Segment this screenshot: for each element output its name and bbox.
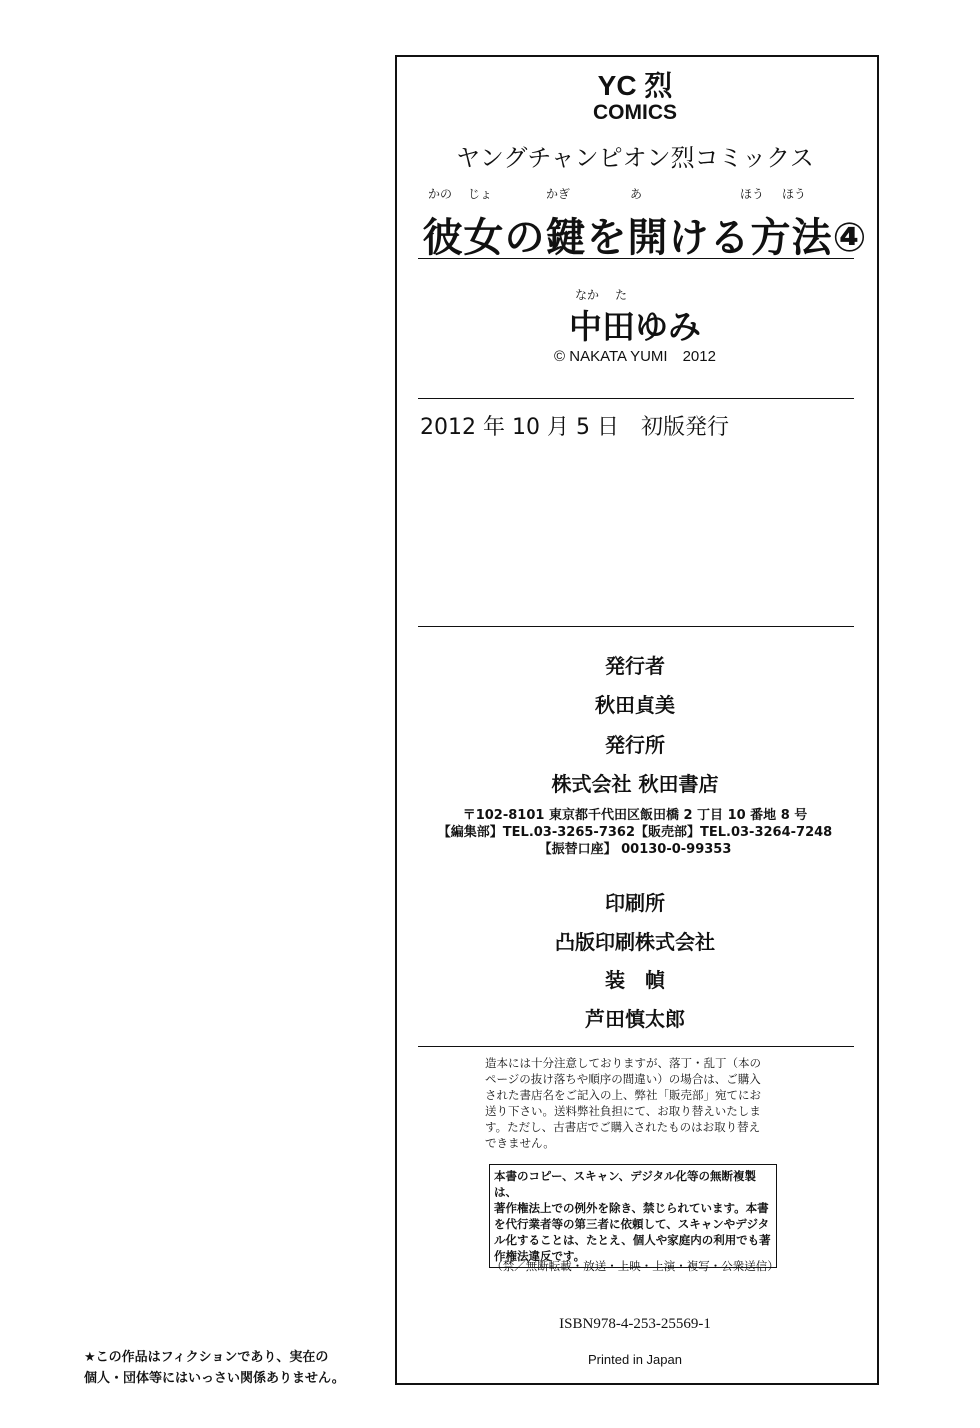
title-ruby-kano: かの — [428, 187, 453, 201]
publication-date: 2012 年 10 月 5 日 初版発行 — [420, 415, 729, 440]
title-divider — [418, 258, 854, 259]
company-label: 発行所 — [605, 733, 665, 757]
printer-label: 印刷所 — [605, 891, 665, 915]
title-ruby-kagi: かぎ — [546, 187, 571, 201]
logo-comics: COMICS — [593, 101, 677, 124]
copyright-legal-notice: 本書のコピー、スキャン、デジタル化等の無断複製は、 著作権法上での例外を除き、禁じられています。本書 を代行業者等の第三者に依頼して、スキャンやデジタ ル化することは、たとえ、個人や家庭内の利用でも著 作権法違反です。 — [489, 1164, 777, 1268]
imprint-name: ヤングチャンピオン烈コミックス — [456, 144, 814, 172]
author-name: 中田ゆみ — [569, 307, 701, 346]
logo-yc: YC 烈 — [597, 70, 673, 101]
credits-divider — [418, 626, 854, 627]
company-tel: 【編集部】TEL.03-3265-7362【販売部】TEL.03-3264-7248 — [437, 825, 833, 840]
company-transfer: 【振替口座】 00130-0-99353 — [538, 842, 732, 857]
title-ruby-jo: じょ — [468, 187, 493, 201]
printer-name: 凸版印刷株式会社 — [555, 930, 715, 954]
publisher-name: 秋田貞美 — [595, 693, 675, 717]
notice-divider — [418, 1046, 854, 1047]
author-ruby-ta: た — [615, 288, 628, 302]
forbidden-uses: （禁／無断転載・放送・上映・上演・複写・公衆送信） — [491, 1259, 779, 1273]
title-ruby-hou2: ほう — [782, 187, 807, 201]
title-ruby-a: あ — [630, 187, 643, 201]
isbn: ISBN978-4-253-25569-1 — [559, 1316, 711, 1332]
company-name: 株式会社 秋田書店 — [551, 772, 719, 796]
author-ruby-naka: なか — [575, 288, 600, 302]
designer-name: 芦田慎太郎 — [585, 1007, 685, 1031]
copyright-line: © NAKATA YUMI 2012 — [554, 348, 716, 365]
design-label: 装 幀 — [605, 968, 665, 992]
title-ruby-hou1: ほう — [740, 187, 765, 201]
publisher-label: 発行者 — [605, 654, 665, 678]
fiction-disclaimer: ★この作品はフィクションであり、実在の 個人・団体等にはいっさい関係ありません。 — [84, 1350, 345, 1386]
replacement-notice: 造本には十分注意しておりますが、落丁・乱丁（本の ページの抜け落ちや順序の間違い）の場合は、ご購入 された書店名をご記入の上、弊社「販売部」宛てにお 送り下さい。送料弊社負担にて、お取り替えいたしま す。ただし、古書店でご購入されたものはお取り替え できません。 — [485, 1056, 761, 1150]
company-address: 〒102-8101 東京都千代田区飯田橋 2 丁目 10 番地 8 号 — [462, 808, 808, 823]
book-title: 彼女の鍵を開ける方法④ — [422, 215, 868, 261]
printed-in: Printed in Japan — [588, 1352, 682, 1367]
date-divider — [418, 398, 854, 399]
